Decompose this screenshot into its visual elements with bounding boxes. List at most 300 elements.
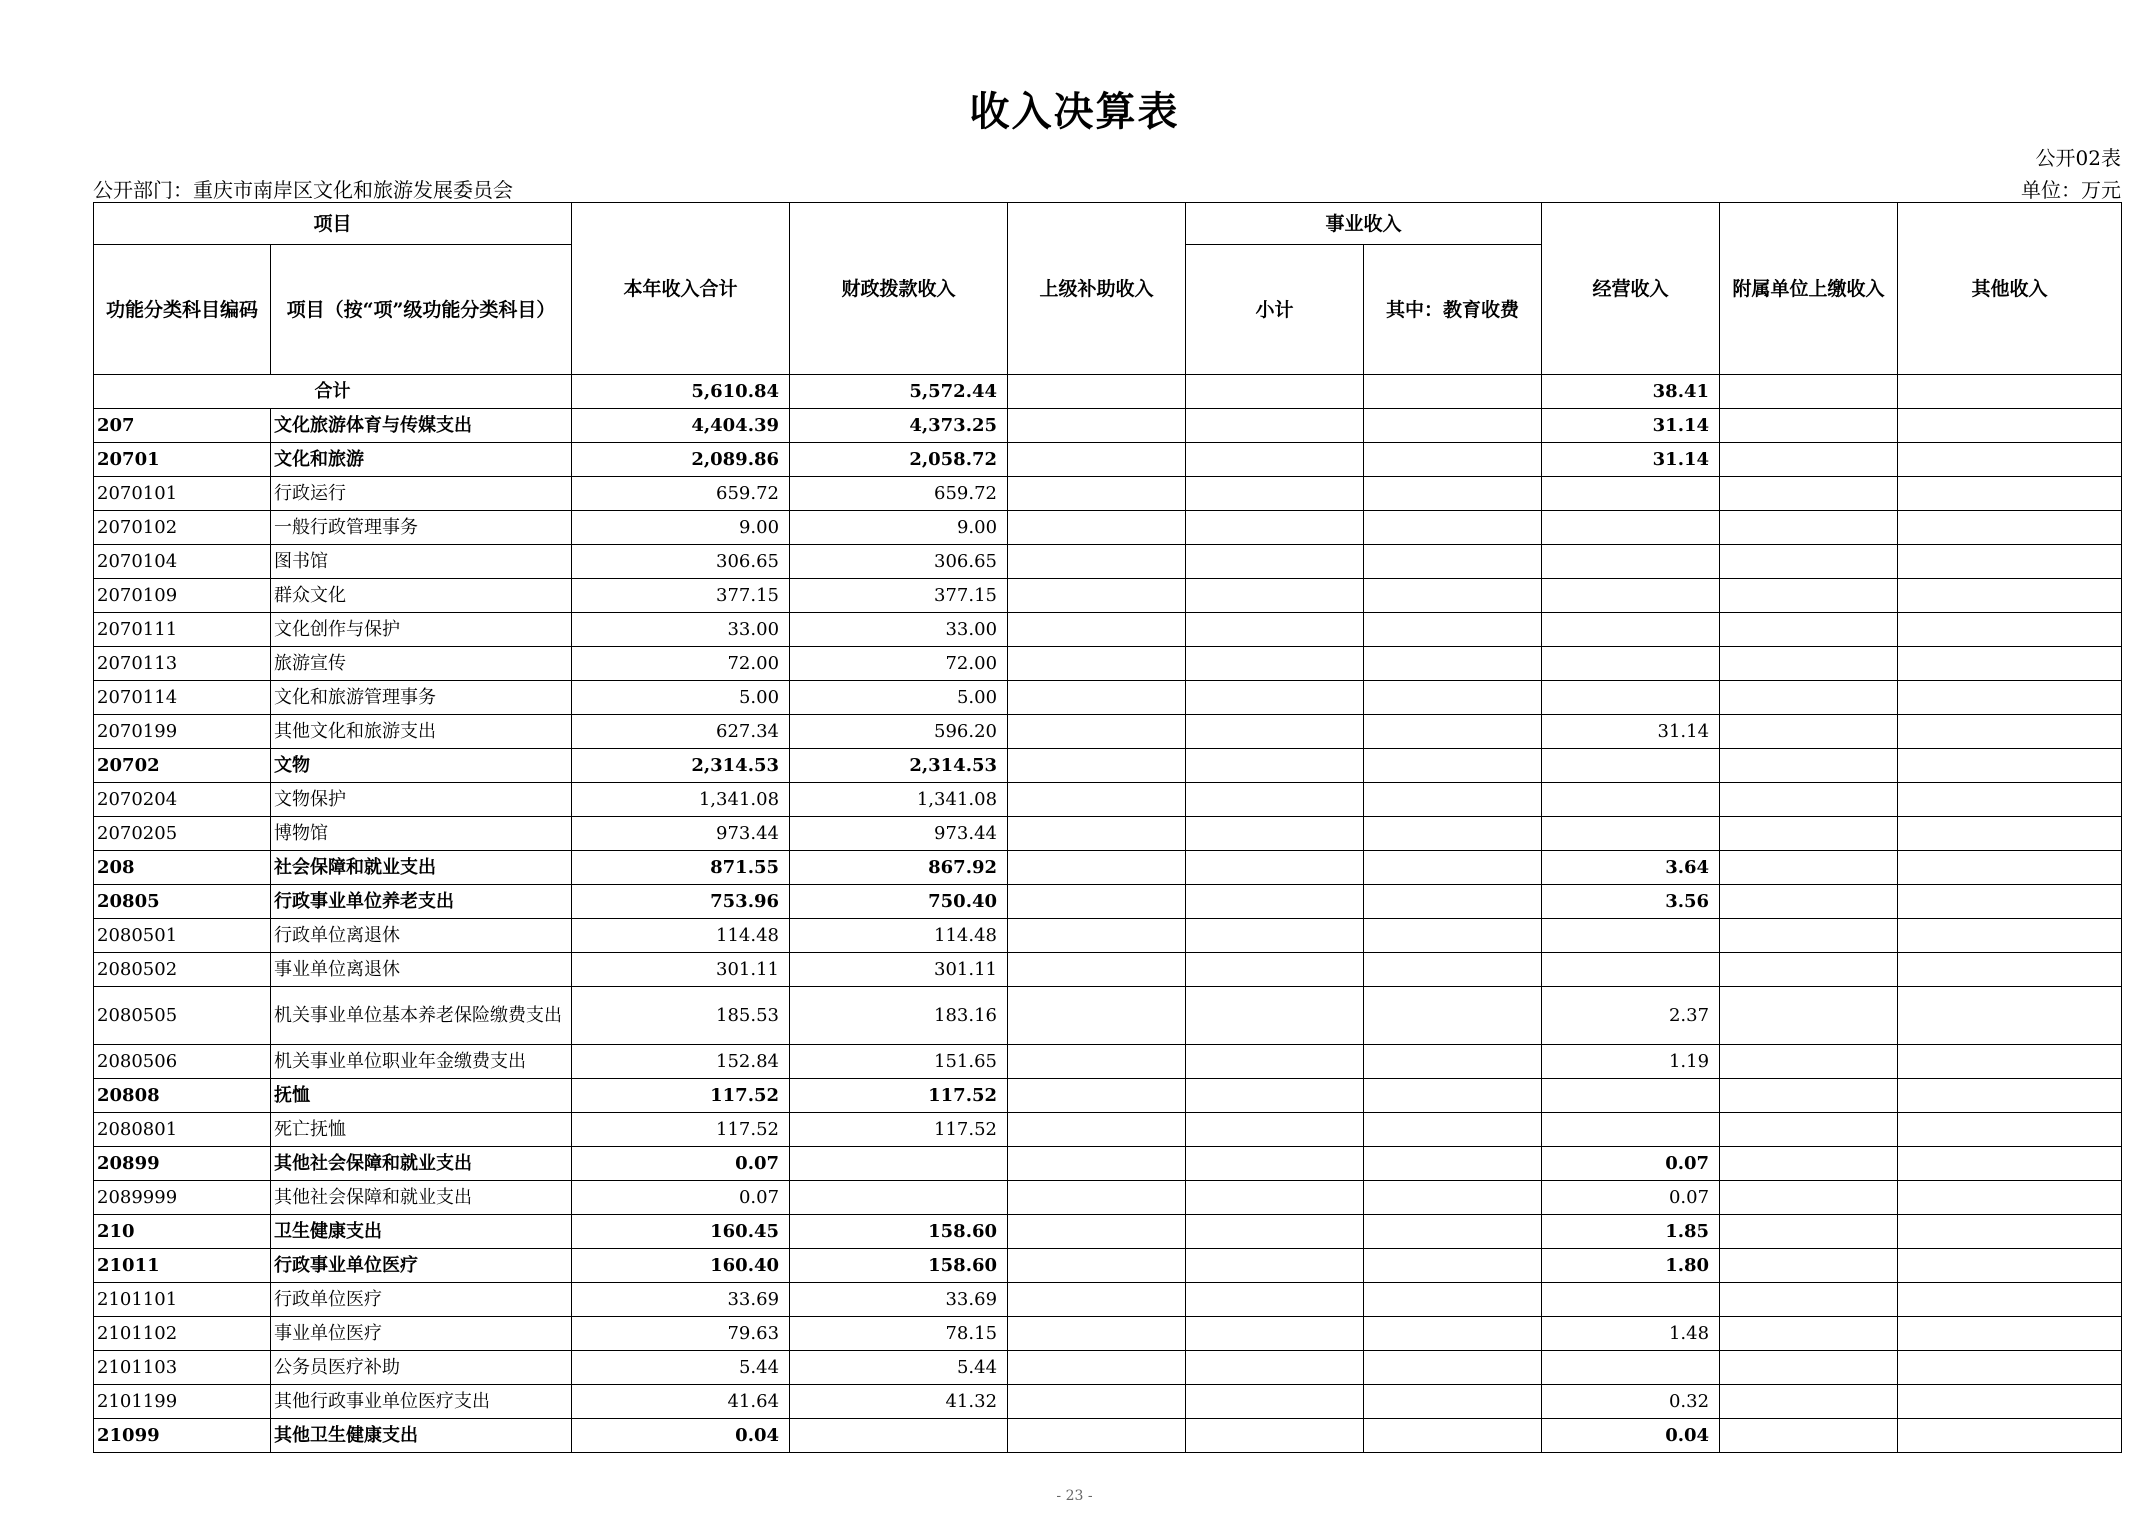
row-total: 9.00 [572,511,790,545]
row-affiliated [1720,987,1898,1045]
row-subtotal [1186,1351,1364,1385]
row-other [1898,511,2122,545]
row-affiliated [1720,613,1898,647]
income-table [93,202,2122,1453]
row-subtotal [1186,681,1364,715]
row-superior [1008,647,1186,681]
row-name: 行政事业单位养老支出 [271,885,572,919]
row-total: 117.52 [572,1113,790,1147]
row-affiliated [1720,715,1898,749]
row-fiscal: 5.00 [790,681,1008,715]
row-code: 21011 [94,1249,271,1283]
row-total: 33.69 [572,1283,790,1317]
total-row-affiliated [1720,375,1898,409]
row-education [1364,1419,1542,1453]
total-row-other [1898,375,2122,409]
header-item-group: 项目 [94,203,572,245]
row-operating [1542,1079,1720,1113]
row-superior [1008,1419,1186,1453]
row-subtotal [1186,1317,1364,1351]
table-row [94,1385,2122,1419]
row-fiscal: 2,314.53 [790,749,1008,783]
row-fiscal: 158.60 [790,1249,1008,1283]
row-subtotal [1186,443,1364,477]
row-total: 627.34 [572,715,790,749]
row-code: 2070114 [94,681,271,715]
table-row [94,715,2122,749]
row-total: 79.63 [572,1317,790,1351]
row-other [1898,783,2122,817]
row-subtotal [1186,1147,1364,1181]
row-affiliated [1720,579,1898,613]
row-superior [1008,1351,1186,1385]
row-code: 20808 [94,1079,271,1113]
table-row [94,851,2122,885]
row-name: 卫生健康支出 [271,1215,572,1249]
row-other [1898,477,2122,511]
row-name: 文化和旅游 [271,443,572,477]
row-code: 2101199 [94,1385,271,1419]
row-subtotal [1186,953,1364,987]
row-subtotal [1186,477,1364,511]
row-name: 行政事业单位医疗 [271,1249,572,1283]
row-education [1364,1351,1542,1385]
row-affiliated [1720,783,1898,817]
row-total: 152.84 [572,1045,790,1079]
total-label: 合计 [94,375,572,409]
total-row-education [1364,375,1542,409]
row-code: 2101103 [94,1351,271,1385]
row-other [1898,1249,2122,1283]
table-header [94,203,2122,375]
page-number: - 23 - [1056,1488,1093,1504]
row-education [1364,409,1542,443]
row-fiscal [790,1419,1008,1453]
row-other [1898,409,2122,443]
total-row [94,375,2122,409]
row-fiscal: 72.00 [790,647,1008,681]
row-code: 207 [94,409,271,443]
table-row [94,681,2122,715]
row-other [1898,681,2122,715]
row-operating: 0.32 [1542,1385,1720,1419]
row-affiliated [1720,953,1898,987]
row-other [1898,851,2122,885]
table-row [94,953,2122,987]
row-code: 2080506 [94,1045,271,1079]
table-row [94,919,2122,953]
row-fiscal [790,1181,1008,1215]
row-code: 20805 [94,885,271,919]
row-name: 机关事业单位基本养老保险缴费支出 [271,987,572,1045]
row-affiliated [1720,1283,1898,1317]
row-superior [1008,885,1186,919]
row-total: 5.44 [572,1351,790,1385]
row-fiscal: 41.32 [790,1385,1008,1419]
row-affiliated [1720,885,1898,919]
row-affiliated [1720,1147,1898,1181]
row-other [1898,749,2122,783]
row-name: 群众文化 [271,579,572,613]
row-education [1364,715,1542,749]
row-fiscal: 750.40 [790,885,1008,919]
table-row [94,1249,2122,1283]
row-name: 事业单位医疗 [271,1317,572,1351]
row-subtotal [1186,851,1364,885]
row-subtotal [1186,409,1364,443]
row-fiscal: 78.15 [790,1317,1008,1351]
row-superior [1008,987,1186,1045]
row-superior [1008,919,1186,953]
row-total: 41.64 [572,1385,790,1419]
row-name: 其他行政事业单位医疗支出 [271,1385,572,1419]
row-total: 160.45 [572,1215,790,1249]
row-subtotal [1186,1215,1364,1249]
row-other [1898,885,2122,919]
row-superior [1008,1147,1186,1181]
row-operating [1542,783,1720,817]
row-superior [1008,953,1186,987]
row-education [1364,1385,1542,1419]
row-code: 20702 [94,749,271,783]
row-name: 博物馆 [271,817,572,851]
row-total: 0.07 [572,1181,790,1215]
row-operating: 1.19 [1542,1045,1720,1079]
row-operating [1542,817,1720,851]
row-subtotal [1186,1181,1364,1215]
row-name: 社会保障和就业支出 [271,851,572,885]
unit-label: 单位：万元 [2021,178,2121,202]
row-total: 1,341.08 [572,783,790,817]
row-other [1898,545,2122,579]
header-business-group: 事业收入 [1186,203,1542,245]
row-fiscal: 117.52 [790,1079,1008,1113]
row-subtotal [1186,1113,1364,1147]
row-education [1364,783,1542,817]
row-code: 2080801 [94,1113,271,1147]
row-other [1898,1147,2122,1181]
row-superior [1008,681,1186,715]
row-name: 文化旅游体育与传媒支出 [271,409,572,443]
row-education [1364,647,1542,681]
row-subtotal [1186,783,1364,817]
row-affiliated [1720,1079,1898,1113]
row-operating [1542,477,1720,511]
row-operating: 1.48 [1542,1317,1720,1351]
row-operating: 3.64 [1542,851,1720,885]
row-fiscal: 5.44 [790,1351,1008,1385]
row-superior [1008,579,1186,613]
row-affiliated [1720,1351,1898,1385]
row-education [1364,953,1542,987]
row-education [1364,613,1542,647]
row-subtotal [1186,545,1364,579]
row-name: 旅游宣传 [271,647,572,681]
row-total: 2,089.86 [572,443,790,477]
row-operating: 0.07 [1542,1181,1720,1215]
row-subtotal [1186,817,1364,851]
row-name: 机关事业单位职业年金缴费支出 [271,1045,572,1079]
row-other [1898,817,2122,851]
row-other [1898,443,2122,477]
row-code: 2070102 [94,511,271,545]
row-total: 160.40 [572,1249,790,1283]
table-row [94,1215,2122,1249]
row-operating [1542,1351,1720,1385]
table-row [94,1351,2122,1385]
row-affiliated [1720,545,1898,579]
row-other [1898,987,2122,1045]
row-education [1364,681,1542,715]
row-affiliated [1720,647,1898,681]
row-other [1898,919,2122,953]
row-fiscal: 596.20 [790,715,1008,749]
row-other [1898,1113,2122,1147]
row-name: 死亡抚恤 [271,1113,572,1147]
row-name: 文物保护 [271,783,572,817]
row-subtotal [1186,715,1364,749]
table-row [94,1419,2122,1453]
row-education [1364,749,1542,783]
header-education: 其中：教育收费 [1364,245,1542,375]
row-name: 文物 [271,749,572,783]
table-row [94,579,2122,613]
row-total: 185.53 [572,987,790,1045]
row-education [1364,885,1542,919]
row-total: 973.44 [572,817,790,851]
row-operating [1542,545,1720,579]
row-fiscal: 1,341.08 [790,783,1008,817]
row-total: 871.55 [572,851,790,885]
header-affiliated: 附属单位上缴收入 [1720,203,1898,375]
row-education [1364,1317,1542,1351]
form-number: 公开02表 [2035,146,2121,170]
row-name: 行政运行 [271,477,572,511]
row-other [1898,953,2122,987]
row-name: 一般行政管理事务 [271,511,572,545]
row-fiscal: 33.00 [790,613,1008,647]
row-fiscal [790,1147,1008,1181]
row-name: 其他社会保障和就业支出 [271,1181,572,1215]
row-total: 33.00 [572,613,790,647]
row-name: 其他卫生健康支出 [271,1419,572,1453]
row-total: 0.04 [572,1419,790,1453]
row-total: 117.52 [572,1079,790,1113]
row-name: 文化和旅游管理事务 [271,681,572,715]
row-code: 2080501 [94,919,271,953]
row-fiscal: 9.00 [790,511,1008,545]
row-code: 208 [94,851,271,885]
row-name: 图书馆 [271,545,572,579]
row-code: 2080502 [94,953,271,987]
row-operating [1542,579,1720,613]
header-operating: 经营收入 [1542,203,1720,375]
row-total: 4,404.39 [572,409,790,443]
row-fiscal: 158.60 [790,1215,1008,1249]
row-affiliated [1720,409,1898,443]
total-row-subtotal [1186,375,1364,409]
row-superior [1008,1079,1186,1113]
table-row [94,613,2122,647]
row-superior [1008,749,1186,783]
table-row [94,511,2122,545]
row-affiliated [1720,443,1898,477]
row-superior [1008,545,1186,579]
row-other [1898,1317,2122,1351]
row-operating: 2.37 [1542,987,1720,1045]
row-code: 2070204 [94,783,271,817]
row-operating: 31.14 [1542,409,1720,443]
row-name: 其他文化和旅游支出 [271,715,572,749]
row-subtotal [1186,749,1364,783]
row-operating: 1.85 [1542,1215,1720,1249]
table-row [94,817,2122,851]
header-other: 其他收入 [1898,203,2122,375]
row-other [1898,715,2122,749]
row-affiliated [1720,1317,1898,1351]
row-name: 行政单位离退休 [271,919,572,953]
row-code: 2070111 [94,613,271,647]
row-superior [1008,1283,1186,1317]
row-code: 2101102 [94,1317,271,1351]
row-operating: 1.80 [1542,1249,1720,1283]
header-code: 功能分类科目编码 [94,245,271,375]
table-row [94,1181,2122,1215]
row-superior [1008,1045,1186,1079]
row-fiscal: 114.48 [790,919,1008,953]
row-fiscal: 377.15 [790,579,1008,613]
table-body [94,375,2122,1453]
row-superior [1008,1113,1186,1147]
table-row [94,1283,2122,1317]
row-affiliated [1720,1419,1898,1453]
table-row [94,1147,2122,1181]
table-row [94,409,2122,443]
row-code: 20701 [94,443,271,477]
row-affiliated [1720,1249,1898,1283]
row-operating [1542,919,1720,953]
row-total: 377.15 [572,579,790,613]
row-superior [1008,1317,1186,1351]
row-fiscal: 2,058.72 [790,443,1008,477]
row-operating [1542,1283,1720,1317]
row-code: 2070109 [94,579,271,613]
row-subtotal [1186,1079,1364,1113]
row-other [1898,1215,2122,1249]
row-fiscal: 973.44 [790,817,1008,851]
row-subtotal [1186,613,1364,647]
row-education [1364,579,1542,613]
row-education [1364,545,1542,579]
row-superior [1008,1385,1186,1419]
row-other [1898,1181,2122,1215]
row-superior [1008,1249,1186,1283]
row-other [1898,1419,2122,1453]
row-fiscal: 151.65 [790,1045,1008,1079]
row-subtotal [1186,885,1364,919]
page-title: 收入决算表 [969,88,1180,135]
row-superior [1008,851,1186,885]
row-other [1898,613,2122,647]
row-education [1364,919,1542,953]
row-operating [1542,511,1720,545]
row-subtotal [1186,1249,1364,1283]
table-row [94,749,2122,783]
row-operating: 3.56 [1542,885,1720,919]
row-affiliated [1720,477,1898,511]
row-affiliated [1720,511,1898,545]
row-education [1364,1249,1542,1283]
row-code: 2101101 [94,1283,271,1317]
table-row [94,443,2122,477]
row-name: 文化创作与保护 [271,613,572,647]
row-fiscal: 183.16 [790,987,1008,1045]
row-superior [1008,511,1186,545]
row-subtotal [1186,579,1364,613]
row-education [1364,1147,1542,1181]
row-other [1898,1351,2122,1385]
row-affiliated [1720,1113,1898,1147]
row-affiliated [1720,817,1898,851]
row-total: 753.96 [572,885,790,919]
row-code: 2070101 [94,477,271,511]
row-superior [1008,783,1186,817]
row-code: 2070104 [94,545,271,579]
row-education [1364,1113,1542,1147]
row-subtotal [1186,1385,1364,1419]
department-label: 公开部门：重庆市南岸区文化和旅游发展委员会 [93,178,513,202]
row-operating [1542,613,1720,647]
row-total: 5.00 [572,681,790,715]
row-fiscal: 306.65 [790,545,1008,579]
row-name: 其他社会保障和就业支出 [271,1147,572,1181]
total-row-fiscal: 5,572.44 [790,375,1008,409]
total-row-operating: 38.41 [1542,375,1720,409]
row-operating: 31.14 [1542,443,1720,477]
row-superior [1008,409,1186,443]
row-education [1364,443,1542,477]
row-superior [1008,817,1186,851]
row-fiscal: 659.72 [790,477,1008,511]
row-education [1364,817,1542,851]
table-row [94,1113,2122,1147]
row-other [1898,647,2122,681]
total-row-total: 5,610.84 [572,375,790,409]
header-superior: 上级补助收入 [1008,203,1186,375]
row-total: 2,314.53 [572,749,790,783]
row-education [1364,851,1542,885]
row-subtotal [1186,1045,1364,1079]
row-subtotal [1186,647,1364,681]
row-education [1364,1079,1542,1113]
row-total: 114.48 [572,919,790,953]
table-row [94,647,2122,681]
row-operating: 0.04 [1542,1419,1720,1453]
row-operating [1542,1113,1720,1147]
row-subtotal [1186,987,1364,1045]
header-total: 本年收入合计 [572,203,790,375]
row-other [1898,1283,2122,1317]
header-fiscal: 财政拨款收入 [790,203,1008,375]
row-education [1364,1283,1542,1317]
row-code: 2070205 [94,817,271,851]
row-affiliated [1720,1045,1898,1079]
total-row-superior [1008,375,1186,409]
row-affiliated [1720,749,1898,783]
table-row [94,1079,2122,1113]
row-code: 2089999 [94,1181,271,1215]
header-name: 项目（按“项”级功能分类科目） [271,245,572,375]
